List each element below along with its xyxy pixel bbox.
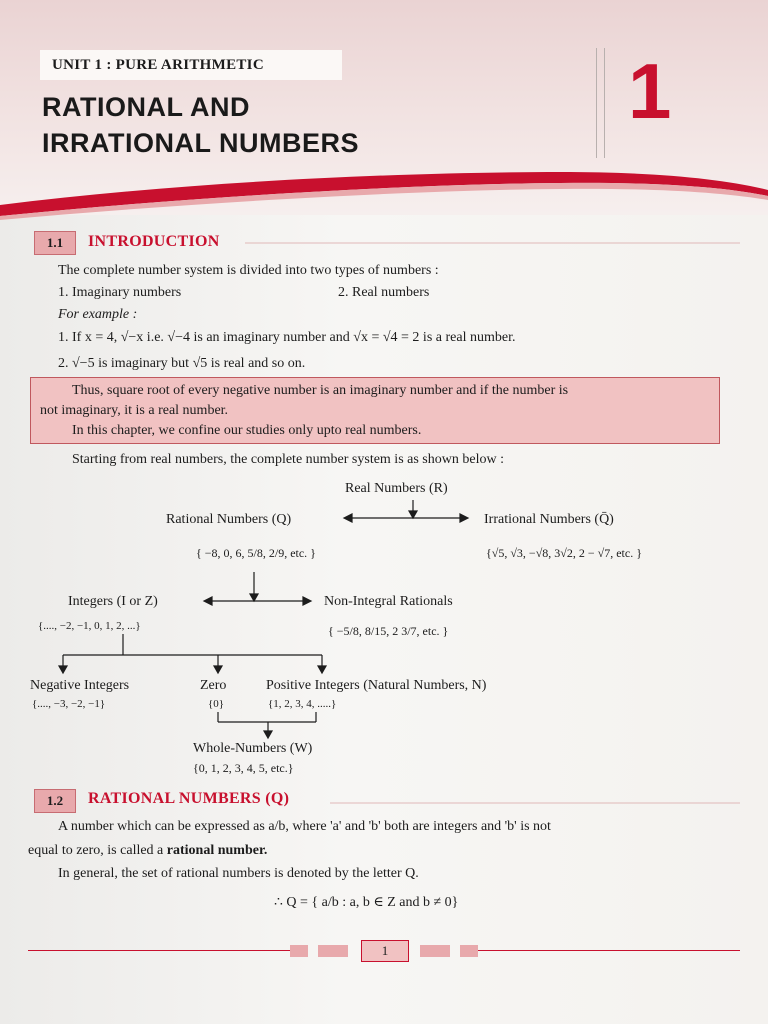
footer-deco — [290, 945, 308, 957]
node-zero: Zero — [200, 678, 227, 693]
diagram-intro: Starting from real numbers, the complete number system is as shown below : — [72, 452, 504, 467]
intro-text: The complete number system is divided into two types of numbers : — [58, 263, 439, 278]
section-title: INTRODUCTION — [88, 233, 220, 250]
rational-examples: { −8, 0, 6, 5/8, 2/9, etc. } — [196, 546, 316, 560]
integers-examples: {...., −2, −1, 0, 1, 2, ...} — [38, 620, 141, 632]
unit-label: UNIT 1 : PURE ARITHMETIC — [40, 50, 342, 80]
node-positive-integers: Positive Integers (Natural Numbers, N) — [266, 678, 487, 693]
definition-text: equal to zero, is called a — [28, 843, 167, 858]
non-integral-examples: { −5/8, 8/15, 2 3/7, etc. } — [328, 624, 449, 638]
type-imaginary: 1. Imaginary numbers — [58, 285, 182, 300]
example-2: 2. √−5 is imaginary but √5 is real and so on. — [58, 356, 306, 371]
section-title: RATIONAL NUMBERS (Q) — [88, 790, 290, 807]
node-whole-numbers: Whole-Numbers (W) — [193, 741, 313, 756]
example-1: 1. If x = 4, √−x i.e. √−4 is an imaginary number and √x = √4 = 2 is a real number. — [58, 330, 516, 345]
note-line-3: In this chapter, we confine our studies only upto real numbers. — [72, 423, 422, 438]
chapter-number: 1 — [628, 47, 672, 135]
set-notation: ∴ Q = { a/b : a, b ∈ Z and b ≠ 0} — [274, 895, 459, 910]
zero-examples: {0} — [208, 698, 225, 710]
node-non-integral-rationals: Non-Integral Rationals — [324, 594, 453, 609]
footer-rule-left — [28, 950, 290, 951]
section-number: 1.1 — [34, 231, 76, 255]
chapter-title-line2: IRRATIONAL NUMBERS — [42, 128, 359, 158]
node-irrational-numbers: Irrational Numbers (Q̄) — [484, 512, 614, 527]
irrational-examples: {√5, √3, −√8, 3√2, 2 − √7, etc. } — [486, 546, 642, 560]
node-rational-numbers: Rational Numbers (Q) — [166, 512, 292, 527]
footer-deco — [420, 945, 450, 957]
number-tree-lines — [59, 500, 468, 738]
whole-examples: {0, 1, 2, 3, 4, 5, etc.} — [193, 761, 294, 775]
section-number: 1.2 — [34, 789, 76, 813]
definition-term: rational number. — [166, 843, 268, 858]
node-negative-integers: Negative Integers — [30, 678, 130, 693]
note-line-2: not imaginary, it is a real number. — [40, 403, 229, 418]
node-integers: Integers (I or Z) — [68, 594, 158, 609]
negative-examples: {...., −3, −2, −1} — [32, 698, 106, 710]
footer-deco — [318, 945, 348, 957]
node-real-numbers: Real Numbers (R) — [345, 481, 448, 496]
type-real: 2. Real numbers — [338, 285, 430, 300]
positive-examples: {1, 2, 3, 4, .....} — [268, 698, 337, 710]
for-example-label: For example : — [58, 307, 138, 322]
definition-line-1: A number which can be expressed as a/b, where 'a' and 'b' both are integers and 'b' is not — [58, 819, 551, 834]
general-statement: In general, the set of rational numbers is denoted by the letter Q. — [58, 866, 419, 881]
definition-line-2 — [28, 843, 267, 859]
footer-deco — [460, 945, 478, 957]
note-line-1: Thus, square root of every negative number is an imaginary number and if the number is — [72, 383, 569, 398]
footer-rule-right — [478, 950, 740, 951]
page-number: 1 — [361, 940, 409, 962]
chapter-title-line1: RATIONAL AND — [42, 92, 250, 122]
